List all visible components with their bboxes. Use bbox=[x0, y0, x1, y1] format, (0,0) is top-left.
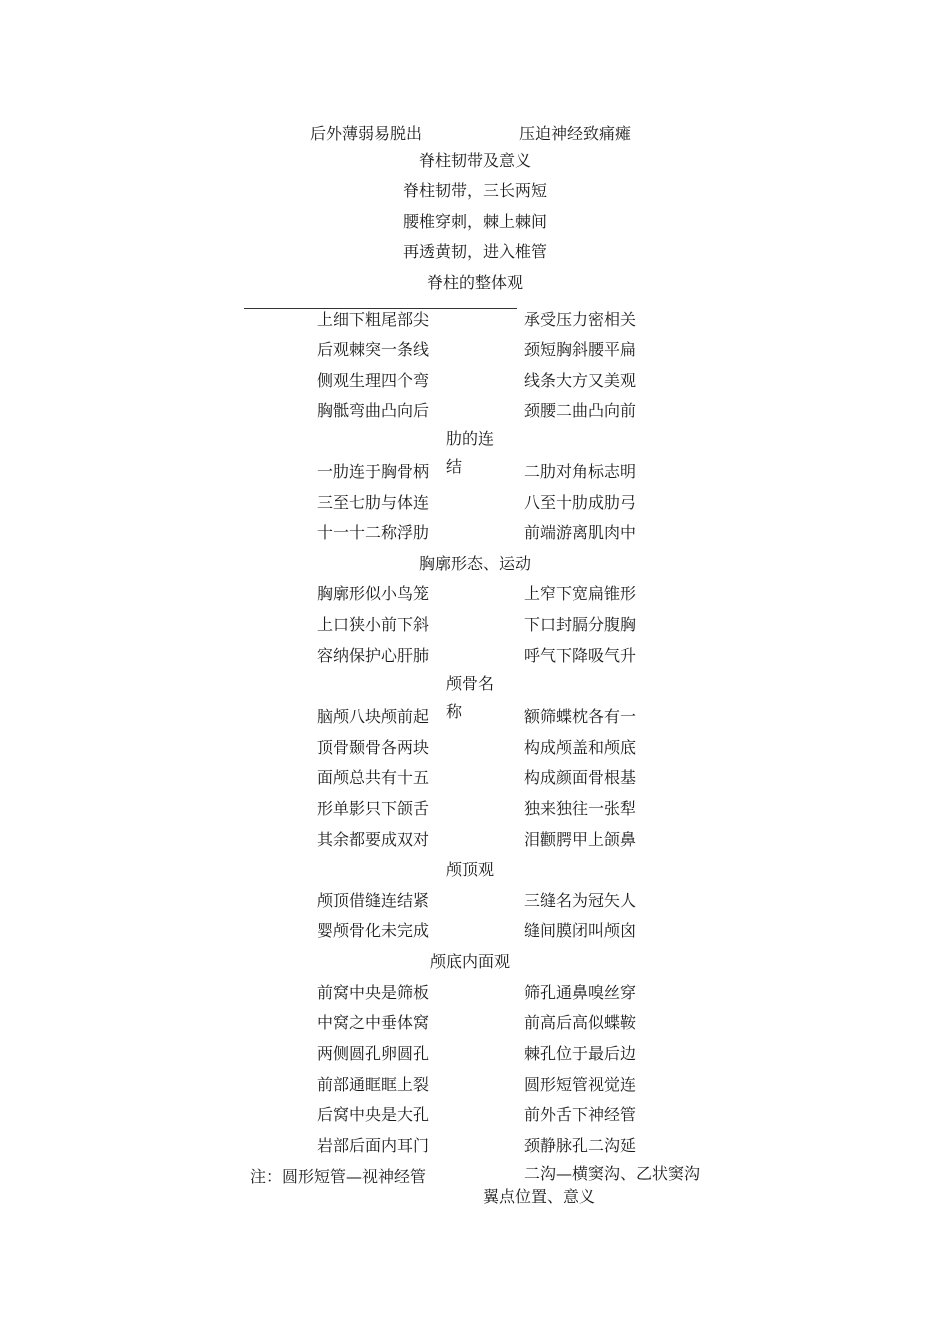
verse-left: 胸廓形似小鸟笼 bbox=[317, 584, 430, 603]
text-line: 再透黄韧，进入椎管 bbox=[402, 242, 548, 261]
verse-right: 八至十肋成肋弓 bbox=[524, 493, 637, 512]
verse-left: 前部通眶眶上裂 bbox=[317, 1075, 430, 1094]
verse-right: 颈短胸斜腰平扁 bbox=[524, 340, 637, 359]
verse-right: 额筛蝶枕各有一 bbox=[524, 707, 637, 726]
verse-right: 前端游离肌肉中 bbox=[524, 523, 637, 542]
verse-left: 一肋连于胸骨柄 bbox=[317, 462, 430, 481]
verse-right: 颈腰二曲凸向前 bbox=[524, 401, 637, 420]
verse-right: 前高后高似蝶鞍 bbox=[524, 1013, 637, 1032]
verse-right: 上窄下宽扁锥形 bbox=[524, 584, 637, 603]
verse-left: 中窝之中垂体窝 bbox=[317, 1013, 430, 1032]
verse-left: 后观棘突一条线 bbox=[317, 340, 430, 359]
verse-left: 婴颅骨化未完成 bbox=[317, 921, 430, 940]
verse-left: 脑颅八块颅前起 bbox=[317, 707, 430, 726]
verse-right: 二肋对角标志明 bbox=[524, 462, 637, 481]
verse-right: 承受压力密相关 bbox=[524, 310, 637, 329]
heading-skull-top: 颅顶观 bbox=[445, 860, 495, 879]
verse-left: 上细下粗尾部尖 bbox=[317, 310, 430, 329]
verse-left: 侧观生理四个弯 bbox=[317, 371, 430, 390]
note-left: 注：圆形短管—视神经管 bbox=[250, 1167, 427, 1186]
top-left-text: 后外薄弱易脱出 bbox=[310, 124, 423, 143]
verse-left: 后窝中央是大孔 bbox=[317, 1105, 430, 1124]
verse-left: 颅顶借缝连结紧 bbox=[317, 891, 430, 910]
heading-skull-base: 颅底内面观 bbox=[429, 952, 511, 971]
divider-line bbox=[244, 308, 517, 309]
verse-right: 缝间膜闭叫颅囟 bbox=[524, 921, 637, 940]
verse-left: 岩部后面内耳门 bbox=[317, 1136, 430, 1155]
verse-right: 构成颜面骨根基 bbox=[524, 768, 637, 787]
heading-spinal-ligaments: 脊柱韧带及意义 bbox=[418, 151, 532, 170]
verse-left: 容纳保护心肝肺 bbox=[317, 646, 430, 665]
verse-left: 三至七肋与体连 bbox=[317, 493, 430, 512]
heading-skull-bones: 颅骨名称 bbox=[446, 674, 495, 721]
verse-right: 泪颧腭甲上颌鼻 bbox=[524, 830, 637, 849]
verse-right: 独来独往一张犁 bbox=[524, 799, 637, 818]
verse-left: 两侧圆孔卵圆孔 bbox=[317, 1044, 430, 1063]
verse-left: 胸骶弯曲凸向后 bbox=[317, 401, 430, 420]
note-right: 二沟—横窦沟、乙状窦沟 bbox=[524, 1164, 701, 1183]
verse-left: 上口狭小前下斜 bbox=[317, 615, 430, 634]
verse-left: 形单影只下颌舌 bbox=[317, 799, 430, 818]
verse-left: 十一十二称浮肋 bbox=[317, 523, 430, 542]
verse-right: 呼气下降吸气升 bbox=[524, 646, 637, 665]
verse-right: 圆形短管视觉连 bbox=[524, 1075, 637, 1094]
verse-left: 前窝中央是筛板 bbox=[317, 983, 430, 1002]
verse-right: 构成颅盖和颅底 bbox=[524, 738, 637, 757]
verse-left: 其余都要成双对 bbox=[317, 830, 430, 849]
verse-right: 棘孔位于最后边 bbox=[524, 1044, 637, 1063]
verse-right: 下口封膈分腹胸 bbox=[524, 615, 637, 634]
verse-right: 筛孔通鼻嗅丝穿 bbox=[524, 983, 637, 1002]
text-line: 脊柱韧带，三长两短 bbox=[402, 181, 548, 200]
verse-right: 颈静脉孔二沟延 bbox=[524, 1136, 637, 1155]
verse-right: 线条大方又美观 bbox=[524, 371, 637, 390]
verse-left: 顶骨颞骨各两块 bbox=[317, 738, 430, 757]
heading-rib-joints: 肋的连结 bbox=[446, 429, 495, 476]
text-line: 腰椎穿刺，棘上棘间 bbox=[402, 212, 548, 231]
heading-spine-overview: 脊柱的整体观 bbox=[426, 273, 524, 292]
verse-right: 三缝名为冠矢人 bbox=[524, 891, 637, 910]
top-right-text: 压迫神经致痛瘫 bbox=[519, 124, 632, 143]
heading-thorax: 胸廓形态、运动 bbox=[418, 554, 532, 573]
heading-pterion: 翼点位置、意义 bbox=[482, 1187, 596, 1206]
verse-right: 前外舌下神经管 bbox=[524, 1105, 637, 1124]
verse-left: 面颅总共有十五 bbox=[317, 768, 430, 787]
